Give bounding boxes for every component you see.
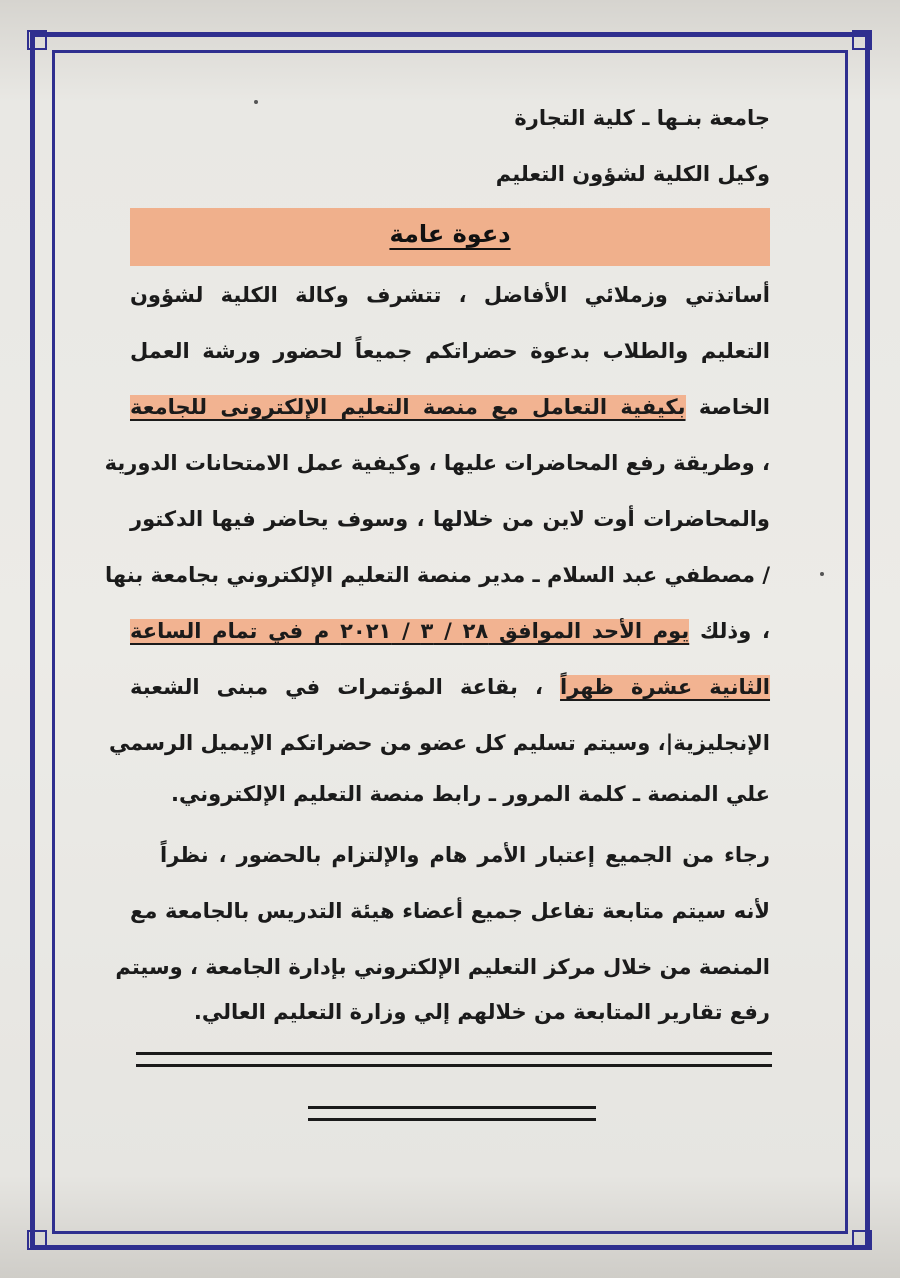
body-line: الإنجليزية|، وسيتم تسليم كل عضو من حضراتكم الإيميل الرسمي <box>109 731 770 755</box>
separator-line <box>136 1052 772 1055</box>
body-line: الثانية عشرة ظهراً ، بقاعة المؤتمرات في مبنى الشعبة <box>130 675 771 699</box>
university-line: جامعة بنـها ـ كلية التجارة <box>514 106 770 130</box>
body-line: لأنه سيتم متابعة تفاعل جميع أعضاء هيئة التدريس بالجامعة مع <box>130 899 770 923</box>
body-line: رجاء من الجميع إعتبار الأمر هام والإلتزام بالحضور ، نظراً <box>160 843 770 867</box>
body-line: ، وطريقة رفع المحاضرات عليها ، وكيفية عمل الامتحانات الدورية <box>104 451 770 475</box>
body-line: أساتذتي وزملائي الأفاضل ، تتشرف وكالة الكلية لشؤون <box>130 283 770 307</box>
separator-line <box>308 1118 596 1121</box>
date-highlight: يوم الأحد الموافق ٢٨ / ٣ / ٢٠٢١ م في تمام الساعة <box>130 619 690 643</box>
separator-line <box>136 1064 772 1067</box>
office-line: وكيل الكلية لشؤون التعليم <box>495 162 770 186</box>
body-line: التعليم والطلاب بدعوة حضراتكم جميعاً لحضور ورشة العمل <box>130 339 770 363</box>
body-line: الخاصة بكيفية التعامل مع منصة التعليم الإلكترونى للجامعة <box>130 395 770 419</box>
body-line: ، وذلك يوم الأحد الموافق ٢٨ / ٣ / ٢٠٢١ م في تمام الساعة <box>130 619 770 643</box>
speck <box>254 100 258 104</box>
body-line: / مصطفي عبد السلام ـ مدير منصة التعليم الإلكتروني بجامعة بنها <box>105 563 770 587</box>
body-line: رفع تقارير المتابعة من خلالهم إلي وزارة التعليم العالي. <box>193 1000 770 1024</box>
workshop-topic-highlight: بكيفية التعامل مع منصة التعليم الإلكترونى للجامعة <box>130 395 686 419</box>
document-title: دعوة عامة <box>389 220 511 248</box>
body-line: والمحاضرات أوت لاين من خلالها ، وسوف يحاضر فيها الدكتور <box>130 507 770 531</box>
body-line: المنصة من خلال مركز التعليم الإلكتروني بإدارة الجامعة ، وسيتم <box>115 955 770 979</box>
speck <box>820 572 824 576</box>
time-highlight: الثانية عشرة ظهراً <box>560 675 771 699</box>
body-line: علي المنصة ـ كلمة المرور ـ رابط منصة التعليم الإلكتروني. <box>171 782 770 806</box>
separator-line <box>308 1106 596 1109</box>
